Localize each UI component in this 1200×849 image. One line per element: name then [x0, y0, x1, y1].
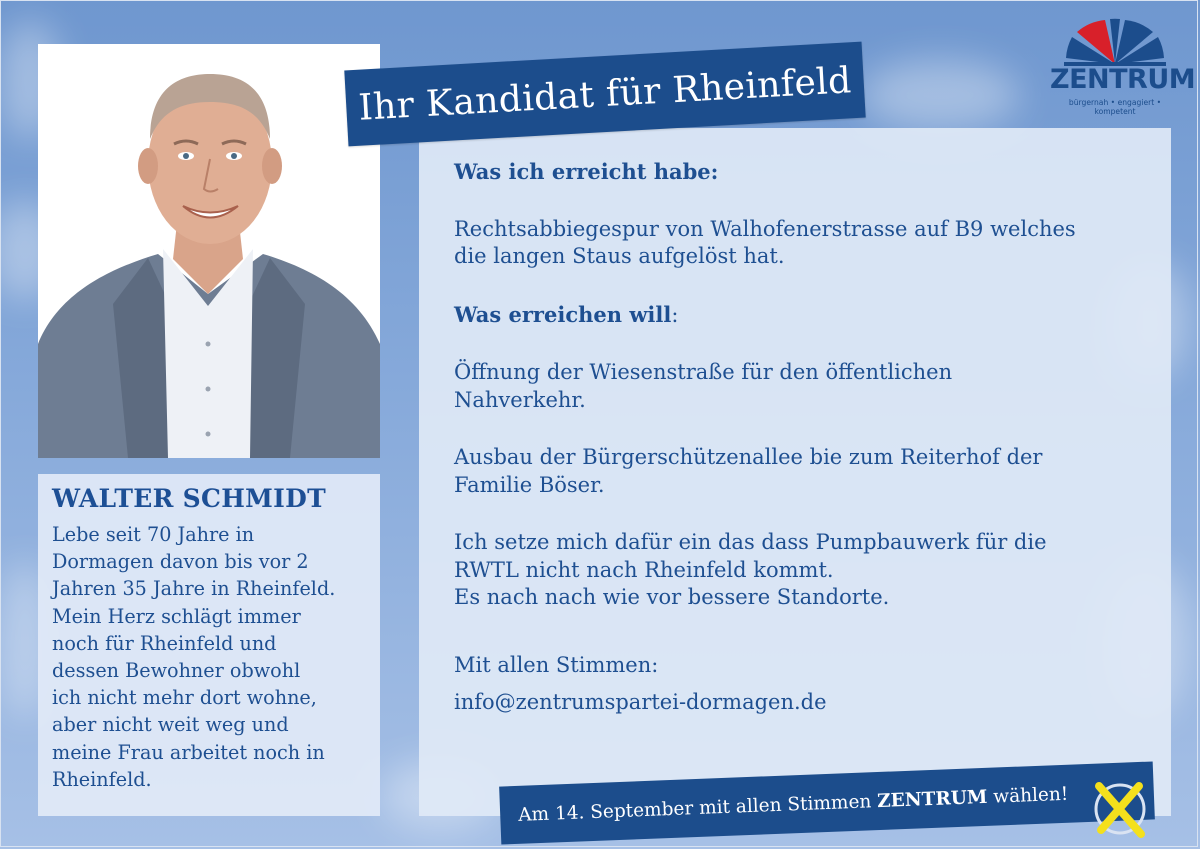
achieved-text	[454, 216, 1171, 271]
candidate-bio	[52, 521, 366, 793]
text-line: Familie Böser.	[454, 472, 605, 497]
bio-line: dessen Bewohner obwohl	[52, 659, 301, 683]
contact-email[interactable]: info@zentrumspartei-dormagen.de	[454, 690, 827, 714]
bio-line: Mein Herz schlägt immer	[52, 604, 301, 628]
logo-wordmark: ZENTRUM	[1050, 64, 1196, 95]
bio-card	[38, 474, 380, 816]
bio-line: aber nicht weit weg und	[52, 713, 289, 737]
bio-line: Dormagen davon bis vor 2	[52, 550, 309, 574]
poster-title: Ihr Kandidat für Rheinfeld	[357, 59, 853, 129]
achieved-heading: Was ich erreicht habe:	[454, 159, 719, 184]
text-line: Ich setze mich dafür ein das dass Pumpbauwerk für die	[454, 530, 1047, 554]
bio-line: Lebe seit 70 Jahre in	[52, 523, 255, 546]
candidate-photo	[38, 44, 380, 458]
closing-text: Mit allen Stimmen:	[454, 652, 659, 677]
text-line: Nahverkehr.	[454, 387, 586, 412]
party-logo	[1050, 18, 1196, 116]
logo-tagline: bürgernah • engagiert • kompetent	[1068, 98, 1162, 116]
text-line: Rechtsabbiegespur von Walhofenerstrasse auf B9 welches	[454, 216, 1076, 241]
content-card	[419, 128, 1171, 816]
vote-call-to-action	[518, 783, 1069, 825]
goals-heading-text: Was erreichen will	[454, 301, 672, 327]
bio-line: Rheinfeld.	[52, 767, 152, 791]
text-line: Es nach nach wie vor bessere Standorte.	[454, 585, 890, 609]
goal-item	[454, 529, 1171, 612]
bio-line: meine Frau arbeitet noch in	[52, 740, 325, 764]
text-line: die langen Staus aufgelöst hat.	[454, 244, 785, 268]
party-logo-icon	[1050, 18, 1180, 66]
ballot-cross-icon	[1089, 778, 1151, 840]
bio-line: ich nicht mehr dort wohne,	[52, 686, 317, 710]
goals-heading	[454, 301, 1171, 330]
goal-item	[454, 359, 1171, 414]
candidate-name: WALTER SCHMIDT	[52, 484, 326, 513]
vote-suffix: wählen!	[986, 783, 1069, 808]
goals-heading-colon: :	[671, 302, 679, 327]
goal-item	[454, 444, 1171, 499]
text-line: Öffnung der Wiesenstraße für den öffentlichen	[454, 360, 953, 384]
text-line: RWTL nicht nach Rheinfeld kommt.	[454, 557, 834, 582]
bio-line: noch für Rheinfeld und	[52, 631, 277, 655]
bio-line: Jahren 35 Jahre in Rheinfeld.	[52, 577, 336, 601]
text-line: Ausbau der Bürgerschützenallee bie zum Reiterhof der	[454, 445, 1043, 469]
candidate-portrait-image	[38, 44, 380, 458]
vote-party: ZENTRUM	[876, 786, 988, 812]
vote-prefix: Am 14. September mit allen Stimmen	[517, 790, 878, 826]
